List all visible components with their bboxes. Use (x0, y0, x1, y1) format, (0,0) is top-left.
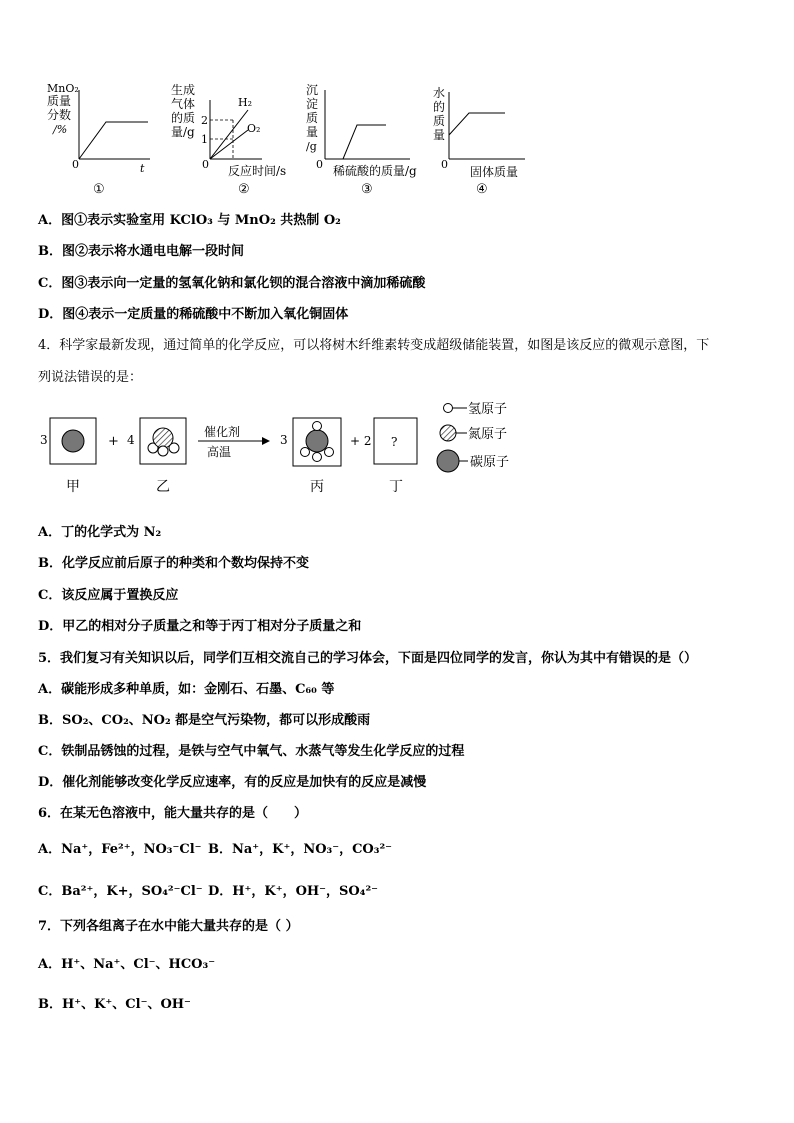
arrow-label-top: 催化剂 (204, 425, 241, 439)
graph-4 (433, 85, 525, 197)
q4-stem-line1: 4．科学家最新发现，通过简单的化学反应，可以将树木纤维素转变成超级储能装置，如图是该反应的微观示意图，下 (38, 338, 710, 353)
graph-2-xlabel: 反应时间/s (228, 164, 287, 178)
hydrogen-atom-bing-1 (313, 422, 322, 431)
legend-nitrogen-icon (440, 425, 456, 441)
name-ding: 丁 (389, 479, 403, 495)
hydrogen-atom-bing-2 (301, 448, 310, 457)
plus-1: + (108, 434, 119, 449)
graph-3-ylabel-3: 质 (306, 111, 319, 125)
legend-carbon-icon (437, 450, 459, 472)
q4-option-c: C．该反应属于置换反应 (38, 588, 179, 603)
graph-2-ylabel-4: 量/g (171, 125, 195, 139)
q6-option-a: A．Na⁺，Fe²⁺，NO₃⁻Cl⁻ (38, 842, 202, 857)
graphs-figure (0, 80, 794, 200)
graph-1-ylabel-3: 分数 (47, 108, 72, 122)
carbon-atom-bing (306, 430, 328, 452)
name-yi: 乙 (156, 479, 170, 495)
q4-option-a: A．丁的化学式为 N₂ (38, 525, 162, 540)
graph-2-series-h2: H₂ (238, 96, 253, 109)
q7-option-b: B．H⁺、K⁺、Cl⁻、OH⁻ (38, 997, 191, 1012)
q5-option-a: A．碳能形成多种单质，如：金刚石、石墨、C₆₀ 等 (38, 682, 335, 697)
graph-2-tick-2: 2 (201, 114, 208, 127)
graph-2-tick-1: 1 (201, 133, 208, 146)
graph-2-ylabel-3: 的质 (171, 111, 196, 125)
q5-option-c: C．铁制品锈蚀的过程，是铁与空气中氧气、水蒸气等发生化学反应的过程 (38, 744, 465, 759)
coef-yi: 4 (127, 433, 135, 447)
legend-hydrogen-icon (444, 404, 453, 413)
graph-2-number: ② (238, 182, 250, 197)
q3-option-c: C．图③表示向一定量的氢氧化钠和氯化钡的混合溶液中滴加稀硫酸 (38, 276, 426, 291)
hydrogen-atom-yi-3 (158, 446, 168, 456)
graph-1-ylabel-2: 质量 (47, 94, 72, 108)
graph-3-number: ③ (361, 182, 373, 197)
q5-stem: 5．我们复习有关知识以后，同学们互相交流自己的学习体会，下面是四位同学的发言，你认为其中有错误的是（） (38, 651, 698, 666)
graph-3-ylabel-4: 量 (306, 125, 319, 139)
graph-2-series-o2: O₂ (247, 122, 261, 135)
coef-jia: 3 (40, 433, 48, 447)
reaction-arrow-head (262, 437, 270, 445)
graph-1-xlabel: t (140, 162, 145, 175)
q7-stem: 7．下列各组离子在水中能大量共存的是（ ） (38, 919, 299, 934)
arrow-label-bottom: 高温 (207, 445, 232, 459)
legend-hydrogen-label: 氢原子 (468, 402, 508, 417)
graph-4-number: ④ (476, 182, 488, 197)
graph-4-ylabel-1: 水 (433, 86, 446, 100)
plus-2: + 2 (350, 434, 372, 448)
graph-2-ylabel-1: 生成 (171, 83, 196, 97)
q7-option-a: A．H⁺、Na⁺、Cl⁻、HCO₃⁻ (38, 957, 216, 972)
graph-2-ylabel-2: 气体 (171, 97, 196, 111)
q5-option-d: D．催化剂能够改变化学反应速率，有的反应是加快有的反应是减慢 (38, 775, 427, 790)
q6-stem: 6．在某无色溶液中，能大量共存的是（ ） (38, 806, 308, 821)
graph-1-ylabel-4: /% (53, 123, 68, 136)
graph-3-origin: 0 (316, 158, 323, 171)
q4-option-b: B．化学反应前后原子的种类和个数均保持不变 (38, 556, 309, 571)
q4-option-d: D．甲乙的相对分子质量之和等于丙丁相对分子质量之和 (38, 619, 362, 634)
graph-2-origin: 0 (202, 158, 209, 171)
hydrogen-atom-bing-3 (313, 453, 322, 462)
graph-1-ylabel-1: MnO₂ (47, 82, 79, 95)
q3-option-b: B．图②表示将水通电电解一段时间 (38, 244, 244, 259)
q4-stem-line2: 列说法错误的是： (38, 370, 143, 385)
graph-3-ylabel-5: /g (306, 140, 317, 153)
graph-3-xlabel: 稀硫酸的质量/g (333, 164, 417, 178)
graph-1-origin: 0 (72, 158, 79, 171)
hydrogen-atom-bing-4 (325, 448, 334, 457)
q6-option-b: B．Na⁺，K⁺，NO₃⁻，CO₃²⁻ (208, 842, 392, 857)
legend-nitrogen-label: 氮原子 (468, 427, 508, 442)
q5-option-b: B．SO₂、CO₂、NO₂ 都是空气污染物，都可以形成酸雨 (38, 713, 371, 728)
q3-option-d: D．图④表示一定质量的稀硫酸中不断加入氧化铜固体 (38, 307, 349, 322)
graph-4-ylabel-4: 量 (433, 128, 446, 142)
graph-4-xlabel: 固体质量 (470, 165, 519, 179)
graph-1-number: ① (93, 182, 105, 197)
q3-option-a: A．图①表示实验室用 KClO₃ 与 MnO₂ 共热制 O₂ (38, 213, 341, 228)
q6-option-d: D．H⁺，K⁺，OH⁻，SO₄²⁻ (208, 884, 379, 899)
name-jia: 甲 (66, 479, 80, 495)
graph-3 (306, 83, 417, 197)
carbon-atom-jia (62, 430, 84, 452)
legend-carbon-label: 碳原子 (470, 455, 510, 470)
graph-3-ylabel-2: 淀 (306, 97, 319, 111)
graph-3-ylabel-1: 沉 (306, 83, 319, 97)
graph-1 (47, 82, 150, 197)
graph-4-ylabel-2: 的 (433, 100, 446, 114)
coef-bing: 3 (280, 433, 288, 447)
q6-option-c: C．Ba²⁺，K+，SO₄²⁻Cl⁻ (38, 884, 203, 899)
graph-4-origin: 0 (441, 158, 448, 171)
q4-reaction-diagram (0, 395, 794, 505)
graph-2 (171, 82, 286, 197)
ding-unknown: ? (391, 435, 398, 449)
name-bing: 丙 (310, 479, 324, 495)
nitrogen-atom-yi (153, 428, 173, 448)
graph-4-ylabel-3: 质 (433, 114, 446, 128)
